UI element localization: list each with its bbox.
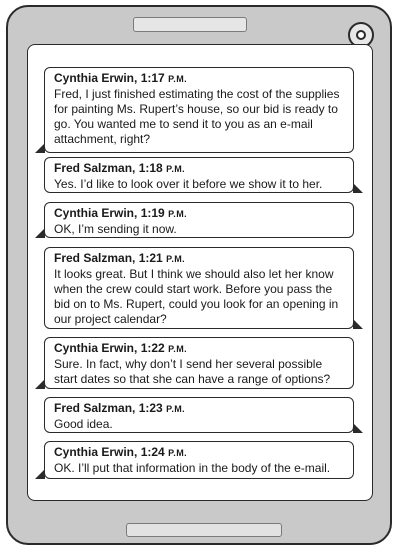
sender-name: Fred Salzman bbox=[54, 251, 133, 265]
message-bubble bbox=[44, 337, 354, 389]
message-time: 1:23 bbox=[138, 401, 163, 415]
sender-name: Cynthia Erwin bbox=[54, 341, 135, 355]
message-text: It looks great. But I think we should also let her know when the crew could start work. Before you pass the bid on to Ms. Rupert, could you look for an opening in our project calendar? bbox=[54, 267, 339, 326]
message-text: Sure. In fact, why don’t I send her several possible start dates so that she can have a range of options? bbox=[54, 357, 331, 386]
message-header: Cynthia Erwin, 1:22 P.M. bbox=[54, 341, 188, 355]
message-header: Fred Salzman, 1:21 P.M. bbox=[54, 251, 186, 265]
sender-name: Cynthia Erwin bbox=[54, 71, 135, 85]
sender-name: Fred Salzman bbox=[54, 401, 133, 415]
message-text: OK, I’m sending it now. bbox=[54, 222, 177, 236]
message-text: Yes. I’d like to look over it before we show it to her. bbox=[54, 177, 323, 191]
message-period: P.M. bbox=[168, 74, 188, 84]
message-period: P.M. bbox=[166, 404, 186, 414]
message-header: Cynthia Erwin, 1:17 P.M. bbox=[54, 71, 188, 85]
message-bubble bbox=[44, 202, 354, 238]
message-period: P.M. bbox=[166, 164, 186, 174]
message-text: Fred, I just finished estimating the cost of the supplies for painting Ms. Rupert’s house, so our bid is ready to go. You wanted me to send it to you as an e-mail attachment, right? bbox=[54, 87, 340, 146]
sender-name: Cynthia Erwin bbox=[54, 206, 135, 220]
message-header: Cynthia Erwin, 1:19 P.M. bbox=[54, 206, 188, 220]
message-period: P.M. bbox=[168, 209, 188, 219]
sender-name: Fred Salzman bbox=[54, 161, 133, 175]
message-time: 1:21 bbox=[138, 251, 163, 265]
message-time: 1:24 bbox=[140, 445, 165, 459]
message-bubble bbox=[44, 247, 354, 329]
chat-screen bbox=[27, 44, 373, 501]
sender-name: Cynthia Erwin bbox=[54, 445, 135, 459]
message-header: Fred Salzman, 1:23 P.M. bbox=[54, 401, 186, 415]
message-period: P.M. bbox=[166, 254, 186, 264]
message-bubble bbox=[44, 67, 354, 153]
message-header: Cynthia Erwin, 1:24 P.M. bbox=[54, 445, 188, 459]
message-header: Fred Salzman, 1:18 P.M. bbox=[54, 161, 186, 175]
message-time: 1:17 bbox=[140, 71, 165, 85]
message-time: 1:19 bbox=[140, 206, 165, 220]
top-speaker-slot bbox=[133, 17, 247, 32]
message-period: P.M. bbox=[168, 344, 188, 354]
message-period: P.M. bbox=[168, 448, 188, 458]
message-text: Good idea. bbox=[54, 417, 113, 431]
message-text: OK. I’ll put that information in the body of the e-mail. bbox=[54, 461, 331, 475]
message-bubble bbox=[44, 441, 354, 479]
message-time: 1:18 bbox=[138, 161, 163, 175]
message-bubble bbox=[44, 397, 354, 433]
message-bubble bbox=[44, 157, 354, 193]
message-time: 1:22 bbox=[140, 341, 165, 355]
home-bar[interactable] bbox=[126, 523, 282, 537]
